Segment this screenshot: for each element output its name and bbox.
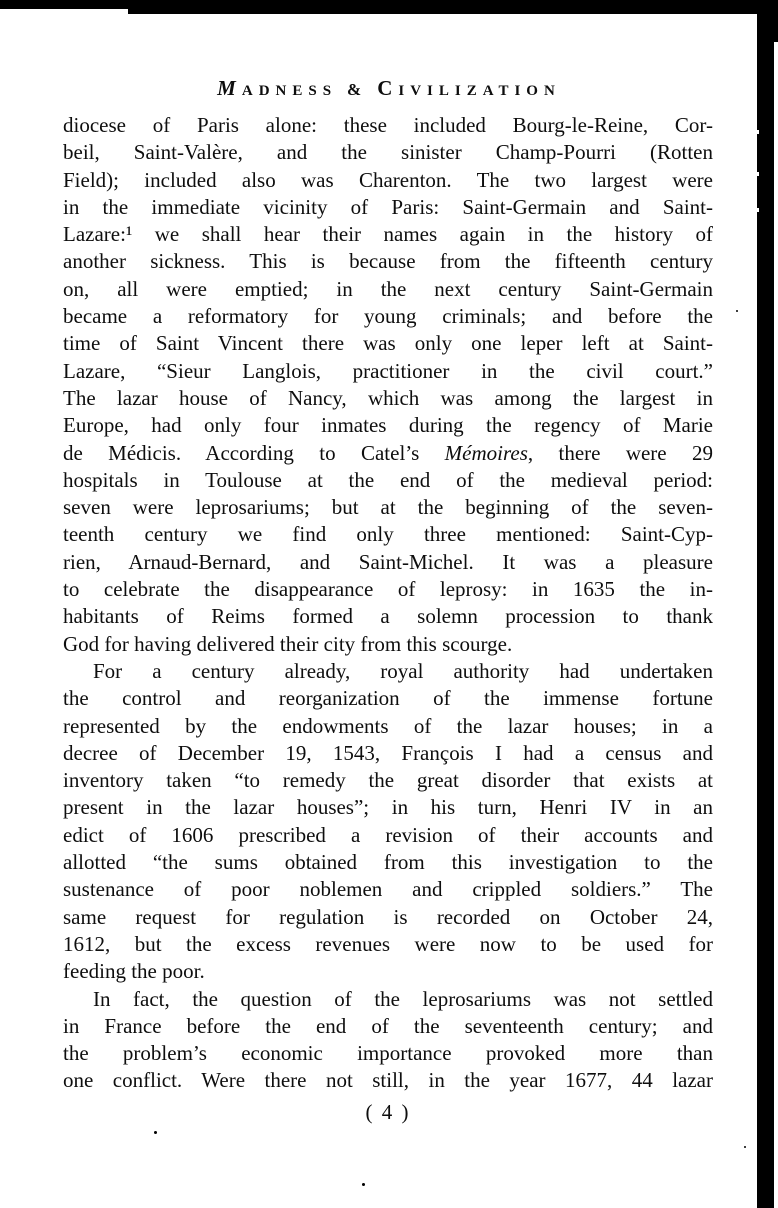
scan-right-edge-bar-top	[757, 0, 778, 42]
text-line: represented by the endowments of the lazar houses; in a	[63, 713, 713, 738]
header-initial-m: M	[217, 76, 242, 100]
text-line: sustenance of poor noblemen and crippled soldiers.” The	[63, 877, 713, 902]
text-line: edict of 1606 prescribed a revision of their accounts and	[63, 822, 713, 847]
text-line: For a century already, royal authority had undertaken	[93, 658, 713, 683]
scan-speckle	[362, 1183, 365, 1186]
text-line: became a reformatory for young criminals; and before the	[63, 304, 713, 329]
text-line: in the immediate vicinity of Paris: Saint-Germain and Saint-	[63, 194, 713, 219]
text-line: inventory taken “to remedy the great disorder that exists at	[63, 768, 713, 793]
text-line: Lazare, “Sieur Langlois, practitioner in the civil court.”	[63, 358, 713, 383]
text-line: the problem’s economic importance provoked more than	[63, 1041, 713, 1066]
text-line: beil, Saint-Valère, and the sinister Champ-Pourri (Rotten	[63, 140, 713, 165]
text-line: the control and reorganization of the immense fortune	[63, 686, 713, 711]
text-line: another sickness. This is because from the fifteenth century	[63, 249, 713, 274]
text-line: one conflict. Were there not still, in the year 1677, 44 lazar	[63, 1068, 713, 1093]
text-line: de Médicis. According to Catel’s Mémoires, there were 29	[63, 440, 713, 465]
body-text	[63, 112, 713, 1095]
text-line: time of Saint Vincent there was only one leper left at Saint-	[63, 331, 713, 356]
scan-speckle	[154, 1131, 157, 1134]
text-line: 1612, but the excess revenues were now to be used for	[63, 931, 713, 956]
scan-scuff-mark	[244, 11, 257, 14]
text-line: hospitals in Toulouse at the end of the medieval period:	[63, 467, 713, 492]
running-header-title	[64, 76, 714, 101]
header-word1-rest: ADNESS	[241, 83, 338, 99]
scan-edge-notch	[757, 172, 759, 176]
text-line: God for having delivered their city from this scourge.	[63, 631, 513, 656]
text-line: Field); included also was Charenton. The two largest were	[63, 167, 713, 192]
text-line: allotted “the sums obtained from this investigation to the	[63, 850, 713, 875]
scan-speckle	[744, 1146, 746, 1148]
scan-right-edge-bar	[757, 0, 774, 1208]
text-line: The lazar house of Nancy, which was among the largest in	[63, 385, 713, 410]
text-line: present in the lazar houses”; in his turn, Henri IV in an	[63, 795, 713, 820]
scan-speckle	[736, 310, 738, 312]
text-line: habitants of Reims formed a solemn procession to thank	[63, 604, 713, 629]
page-number: ( 4 )	[365, 1100, 411, 1124]
text-line: teenth century we find only three mentioned: Saint-Cyp-	[63, 522, 713, 547]
scan-edge-notch	[757, 208, 759, 212]
text-line: diocese of Paris alone: these included Bourg-le-Reine, Cor-	[63, 113, 713, 137]
header-word2-rest: IVILIZATION	[398, 83, 561, 99]
text-line: In fact, the question of the leprosariums was not settled	[93, 986, 713, 1011]
scan-edge-notch	[757, 130, 759, 134]
header-ampersand: &	[347, 80, 368, 99]
text-line: same request for regulation is recorded on October 24,	[63, 904, 713, 929]
text-line: seven were leprosariums; but at the beginning of the seven-	[63, 495, 713, 520]
paragraph	[63, 986, 713, 1095]
scan-scuff-mark	[168, 10, 194, 13]
paragraph	[63, 658, 713, 986]
text-line: to celebrate the disappearance of leprosy: in 1635 the in-	[63, 577, 713, 602]
text-line: rien, Arnaud-Bernard, and Saint-Michel. It was a pleasure	[63, 549, 713, 574]
header-initial-c: C	[377, 76, 399, 100]
text-line: Europe, had only four inmates during the regency of Marie	[63, 413, 713, 438]
text-line: feeding the poor.	[63, 959, 205, 984]
scan-scuff-mark	[201, 10, 239, 14]
paragraph	[63, 112, 713, 658]
text-line: in France before the end of the seventeenth century; and	[63, 1013, 713, 1038]
text-line: on, all were emptied; in the next century Saint-Germain	[63, 276, 713, 301]
text-line: Lazare:¹ we shall hear their names again in the history of	[63, 222, 713, 247]
text-line: decree of December 19, 1543, François I had a census and	[63, 740, 713, 765]
